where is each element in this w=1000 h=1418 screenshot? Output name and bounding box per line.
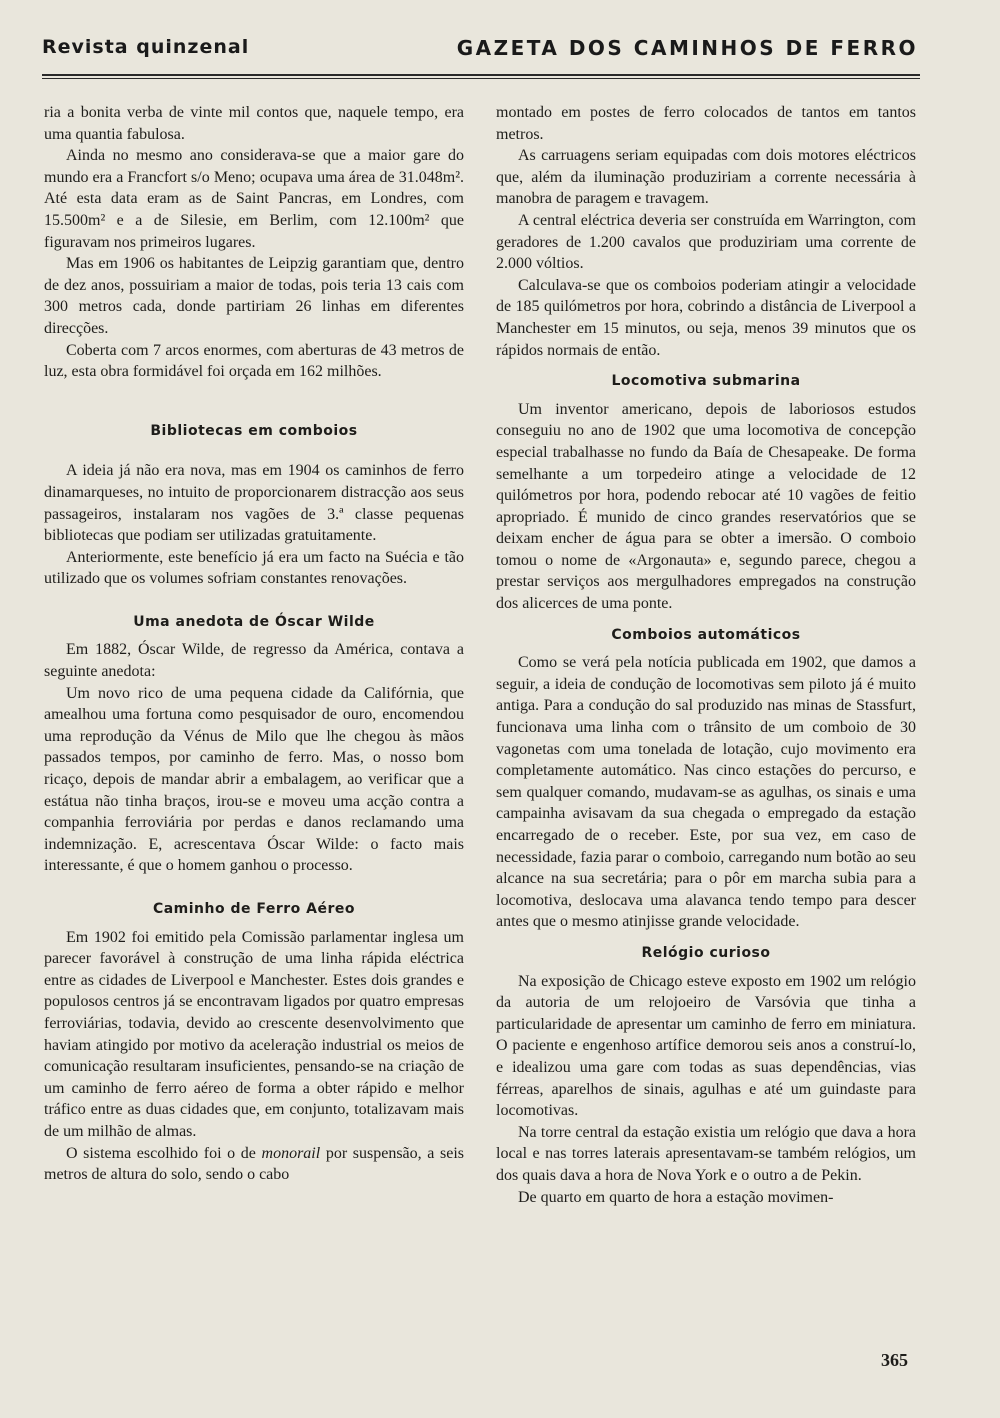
paragraph: Em 1882, Óscar Wilde, de regresso da América, contava a seguinte anedota: <box>44 641 464 681</box>
left-column <box>44 102 464 1186</box>
section-title-wilde: Uma anedota de Óscar Wilde <box>133 613 375 630</box>
spacer <box>44 590 464 602</box>
paragraph: Anteriormente, este benefício já era um facto na Suécia e tão utilizado que os volumes sofriam constantes renovações. <box>44 548 464 588</box>
section-title-locomotiva: Locomotiva submarina <box>611 373 801 390</box>
paragraph: Um novo rico de uma pequena cidade da Califórnia, que amealhou uma fortuna como pesquisador de ouro, encomendou uma reprodução da Vénus de Milo que lhe chegou às mãos passados tempos, por caminho de ferro. Mas, o nosso bom ricaço, depois de mandar abrir a embalagem, ao verificar que a estátua não tinha braços, irou-se e moveu uma acção contra a companhia ferroviária por perdas e danos reclamando uma indemnização. E, acrescentava Óscar Wilde: o facto mais interessante, é que o homem ganhou o processo. <box>44 684 464 875</box>
text-run: O sistema escolhido foi o de <box>66 1144 262 1162</box>
paragraph: Um inventor americano, depois de laboriosos estudos conseguiu no ano de 1902 que uma locomotiva de concepção especial trabalhasse no fundo da Baía de Chesapeake. De forma semelhante a um torpedeiro atinge a velocidade de 12 quilómetros por hora, podendo rebocar até 10 vagões de feitio apropriado. É munido de cinco grandes reservatórios que se deixam encher de água para se obter a imersão. O comboio tomou o nome de «Argonauta» e, segundo parece, chegou a prestar serviços aos mergulhadores empregados na construção dos alicerces de uma ponte. <box>496 400 916 613</box>
paragraph: montado em postes de ferro colocados de tantos em tantos metros. <box>496 104 916 143</box>
paragraph: Na torre central da estação existia um relógio que dava a hora local e nas torres laterais apresentavam-se também relógios, um dos quais dava a hora de Nova York e o outro a de Pekin. <box>496 1123 916 1184</box>
text-run: por suspensão, a seis metros de altura do solo, sendo o cabo <box>44 1144 465 1184</box>
header-right: GAZETA DOS CAMINHOS DE FERRO <box>456 36 918 60</box>
paragraph: Na exposição de Chicago esteve exposto em 1902 um relógio da autoria de um relojoeiro de Varsóvia que tinha a particularidade de apresentar um caminho de ferro em miniatura. O paciente e engenhoso artífice demorou seis anos a construí-lo, e idealizou uma gare com todas as suas dependências, vias férreas, aparelhos de sinais, agulhas e até um guindaste para locomotivas. <box>496 972 916 1120</box>
right-column <box>496 102 916 1208</box>
header-rule <box>42 74 920 76</box>
paragraph: Coberta com 7 arcos enormes, com aberturas de 43 metros de luz, esta obra formidável foi orçada em 162 milhões. <box>44 341 464 381</box>
paragraph: Como se verá pela notícia publicada em 1902, que damos a seguir, a ideia de condução de locomotivas sem piloto já é muito antiga. Para a condução do sal produzido nas minas de Stassfurt, funcionava uma linha com o trânsito de um comboio de 30 vagonetas com uma tonelada de lotação, cujo movimento era completamente automático. Nas cinco estações do percurso, e sem qualquer comando, mudavam-se as agulhas, os sinais e uma campainha avisavam da sua chegada o empregado da estação encarregado de o receber. Este, por sua vez, em caso de necessidade, fazia parar o comboio, carregando num botão ao seu alcance na sua secretária; para o pôr em marcha subia para a locomotiva, deslocava uma alavanca tendo tempo para descer antes que o mesmo atinjisse grande velocidade. <box>496 654 916 931</box>
paragraph: A ideia já não era nova, mas em 1904 os caminhos de ferro dinamarqueses, no intuito de proporcionarem distracção aos seus passageiros, instalaram nos vagões de 3.ª classe pequenas bibliotecas que podiam ser utilizadas gratuitamente. <box>44 462 464 545</box>
emphasis-monorail: monorail <box>261 1144 321 1162</box>
page-number: 365 <box>881 1350 908 1370</box>
paragraph <box>44 1143 464 1186</box>
section-title-automaticos: Comboios automáticos <box>611 626 801 643</box>
paragraph: Em 1902 foi emitido pela Comissão parlamentar inglesa um parecer favorável à construção de uma linha rápida eléctrica entre as cidades de Liverpool e Manchester. Estes dois grandes e populosos centros já se encontravam ligados por quatro empresas ferroviárias, todavia, devido ao crescente desenvolvimento que haviam atingido por motivo da aceleração industrial os meios de comunicação resultaram insuficientes, pensando-se na criação de um caminho de ferro aéreo de forma a obter rápido e melhor tráfico entre as duas cidades que, em conjunto, totalizavam mais de um milhão de almas. <box>44 928 464 1140</box>
paragraph: A central eléctrica deveria ser construída em Warrington, com geradores de 1.200 cavalos que produziriam uma corrente de 2.000 vóltios. <box>496 211 916 273</box>
section-title-bibliotecas: Bibliotecas em comboios <box>150 422 358 439</box>
spacer <box>44 383 464 411</box>
paragraph: Ainda no mesmo ano considerava-se que a maior gare do mundo era a Francfort s/o Meno; ocupava uma área de 31.048m². Até esta data eram as de Saint Pancras, em Londres, com 15.500m² e a de Silesie, em Berlim, com 12.100m² que figuravam nos primeiros lugares. <box>44 147 464 251</box>
page-header <box>42 34 918 66</box>
spacer <box>44 448 464 460</box>
paragraph: De quarto em quarto de hora a estação movimen- <box>518 1188 834 1206</box>
paragraph: Calculava-se que os comboios poderiam atingir a velocidade de 185 quilómetros por hora, cobrindo a distância de Liverpool a Manchester em 15 minutos, ou seja, menos 39 minutos que os rápidos normais de então. <box>496 276 916 359</box>
header-rule-thin <box>42 78 920 79</box>
paragraph: As carruagens seriam equipadas com dois motores eléctricos que, além da iluminação produziriam a corrente necessária à manobra de paragem e travagem. <box>496 147 916 208</box>
paragraph: Mas em 1906 os habitantes de Leipzig garantiam que, dentro de dez anos, possuiriam a maior de todas, pois teria 13 cais com 300 metros cada, donde partiriam 26 linhas em diferentes direcções. <box>44 255 464 337</box>
header-left: Revista quinzenal <box>42 36 250 58</box>
section-title-aereo: Caminho de Ferro Aéreo <box>152 901 356 917</box>
paragraph: ria a bonita verba de vinte mil contos que, naquele tempo, era uma quantia fabulosa. <box>44 104 464 143</box>
section-title-relogio: Relógio curioso <box>641 944 771 961</box>
spacer <box>44 877 464 889</box>
